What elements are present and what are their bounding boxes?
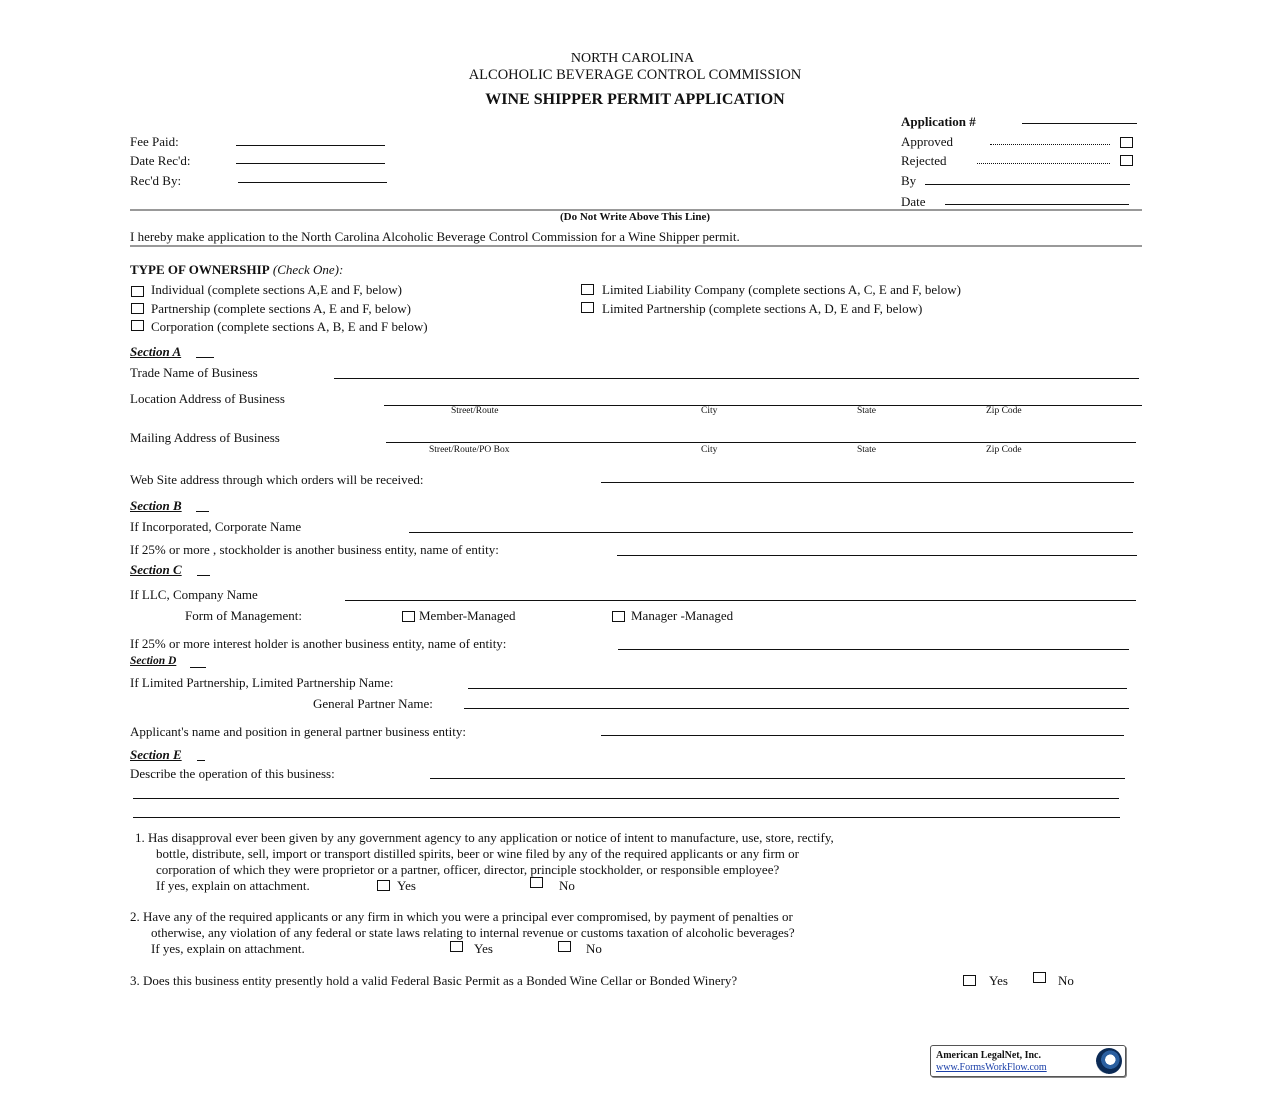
llc-checkbox[interactable] (581, 284, 594, 295)
location-street-caption: Street/Route (451, 406, 499, 416)
by-label: By (901, 173, 917, 188)
fee-paid-field[interactable] (236, 145, 385, 146)
manager-managed-checkbox[interactable] (612, 611, 625, 622)
member-managed-label: Member-Managed (419, 608, 516, 623)
describe-operation-label: Describe the operation of this business: (130, 766, 335, 781)
llc-name-label: If LLC, Company Name (130, 587, 258, 602)
limited-partnership-checkbox[interactable] (581, 302, 594, 313)
question-3-no-label: No (1058, 973, 1074, 988)
question-1-no-checkbox[interactable] (530, 877, 543, 888)
location-state-caption: State (857, 406, 876, 416)
ownership-heading (130, 262, 343, 278)
llc-label: Limited Liability Company (complete sections A, C, E and F, below) (602, 282, 961, 297)
question-2-no-checkbox[interactable] (558, 941, 571, 952)
mailing-address-label: Mailing Address of Business (130, 430, 280, 445)
trade-name-label: Trade Name of Business (130, 365, 258, 380)
corporate-name-label: If Incorporated, Corporate Name (130, 519, 302, 534)
approved-label: Approved (901, 134, 953, 149)
question-3-no-checkbox[interactable] (1033, 972, 1046, 983)
form-management-label: Form of Management: (185, 608, 302, 623)
intro-statement: I hereby make application to the North Carolina Alcoholic Beverage Control Commission for a Wine Shipper permit. (130, 229, 740, 244)
question-1-line-4: If yes, explain on attachment. (156, 878, 310, 893)
rejected-label: Rejected (901, 153, 947, 168)
date-recd-field[interactable] (236, 163, 385, 164)
application-number-field[interactable] (1022, 123, 1137, 124)
section-a-title: Section A (130, 344, 182, 359)
recd-by-label: Rec'd By: (130, 173, 182, 188)
llc-name-field[interactable] (345, 600, 1136, 601)
footer-company: American LegalNet, Inc. (936, 1050, 1041, 1061)
corporation-label: Corporation (complete sections A, B, E and F below) (151, 319, 428, 334)
ownership-hint: (Check One): (272, 262, 344, 277)
applicant-position-field[interactable] (601, 735, 1124, 736)
question-1-line-1: 1. Has disapproval ever been given by any government agency to any application or notice of intent to manufacture, use, store, rectify, (135, 830, 834, 845)
mailing-address-field[interactable] (386, 442, 1136, 443)
describe-operation-field-2[interactable] (133, 798, 1119, 799)
ownership-title: TYPE OF OWNERSHIP (130, 262, 270, 277)
footer-url-link[interactable]: www.FormsWorkFlow.com (936, 1062, 1047, 1073)
approved-checkbox[interactable] (1120, 137, 1133, 148)
question-1-yes-label: Yes (397, 878, 416, 893)
intro-divider (130, 245, 1142, 247)
section-e-title: Section E (130, 747, 182, 762)
mailing-zip-caption: Zip Code (986, 445, 1022, 455)
agency-heading: ALCOHOLIC BEVERAGE CONTROL COMMISSION (468, 67, 802, 83)
approved-leader (990, 144, 1110, 145)
question-1-line-3: corporation of which they were proprietor or a partner, officer, director, principle stockholder, or responsible employee? (156, 862, 780, 877)
location-address-label: Location Address of Business (130, 391, 285, 406)
page-title: WINE SHIPPER PERMIT APPLICATION (485, 91, 785, 108)
question-3-yes-label: Yes (989, 973, 1008, 988)
by-field[interactable] (925, 184, 1130, 185)
stockholder-entity-label: If 25% or more , stockholder is another business entity, name of entity: (130, 542, 499, 557)
question-2-line-1: 2. Have any of the required applicants or any firm in which you were a principal ever compromised, by payment of penalties or (130, 909, 793, 924)
section-e-underline (197, 760, 205, 761)
interest-holder-field[interactable] (618, 649, 1129, 650)
mailing-street-caption: Street/Route/PO Box (429, 445, 510, 455)
application-number-label: Application # (901, 114, 976, 129)
question-1-no-label: No (559, 878, 575, 893)
stockholder-entity-field[interactable] (617, 555, 1137, 556)
question-1-yes-checkbox[interactable] (377, 880, 390, 891)
section-c-underline (197, 575, 210, 576)
limited-partnership-label: Limited Partnership (complete sections A, D, E and F, below) (602, 301, 923, 316)
trade-name-field[interactable] (334, 378, 1139, 379)
date-recd-label: Date Rec'd: (130, 153, 191, 168)
state-heading: NORTH CAROLINA (570, 51, 695, 66)
date-field[interactable] (945, 204, 1129, 205)
interest-holder-label: If 25% or more interest holder is another business entity, name of entity: (130, 636, 507, 651)
section-b-underline (196, 511, 209, 512)
individual-label: Individual (complete sections A,E and F, below) (151, 282, 402, 297)
partnership-label: Partnership (complete sections A, E and F, below) (151, 301, 411, 316)
member-managed-checkbox[interactable] (402, 611, 415, 622)
partnership-checkbox[interactable] (131, 303, 144, 314)
section-c-title: Section C (130, 562, 182, 577)
general-partner-field[interactable] (464, 708, 1129, 709)
manager-managed-label: Manager -Managed (631, 608, 734, 623)
recd-by-field[interactable] (238, 182, 387, 183)
mailing-state-caption: State (857, 445, 876, 455)
question-1-line-2: bottle, distribute, sell, import or transport distilled spirits, beer or wine filed by any of the required applicants or any firm or (156, 846, 799, 861)
applicant-position-label: Applicant's name and position in general partner business entity: (130, 724, 466, 739)
describe-operation-field-1[interactable] (430, 778, 1125, 779)
mailing-city-caption: City (701, 445, 718, 455)
individual-checkbox[interactable] (131, 286, 144, 297)
describe-operation-field-3[interactable] (133, 817, 1120, 818)
rejected-leader (977, 163, 1110, 164)
website-label: Web Site address through which orders will be received: (130, 472, 424, 487)
section-b-title: Section B (130, 498, 182, 513)
corporate-name-field[interactable] (409, 532, 1133, 533)
american-legalnet-badge[interactable] (930, 1045, 1126, 1077)
location-city-caption: City (701, 406, 718, 416)
question-2-yes-checkbox[interactable] (450, 941, 463, 952)
question-2-yes-label: Yes (474, 941, 493, 956)
section-d-underline (190, 667, 206, 668)
do-not-write-notice: (Do Not Write Above This Line) (559, 211, 711, 223)
globe-icon (1096, 1048, 1122, 1074)
lp-name-field[interactable] (468, 688, 1127, 689)
section-d-title: Section D (130, 655, 177, 667)
location-zip-caption: Zip Code (986, 406, 1022, 416)
question-3-text: 3. Does this business entity presently hold a valid Federal Basic Permit as a Bonded Wine Cellar or Bonded Winery? (130, 973, 738, 988)
question-3-yes-checkbox[interactable] (963, 975, 976, 986)
general-partner-label: General Partner Name: (313, 696, 433, 711)
rejected-checkbox[interactable] (1120, 155, 1133, 166)
fee-paid-label: Fee Paid: (130, 134, 179, 149)
question-2-no-label: No (586, 941, 602, 956)
question-2-line-2: otherwise, any violation of any federal or state laws relating to internal revenue or customs taxation of alcoholic beverages? (151, 925, 795, 940)
question-2-line-3: If yes, explain on attachment. (151, 941, 305, 956)
lp-name-label: If Limited Partnership, Limited Partnership Name: (130, 675, 394, 690)
section-a-underline (196, 357, 214, 358)
website-field[interactable] (601, 482, 1134, 483)
corporation-checkbox[interactable] (131, 320, 144, 331)
date-label: Date (901, 194, 926, 209)
